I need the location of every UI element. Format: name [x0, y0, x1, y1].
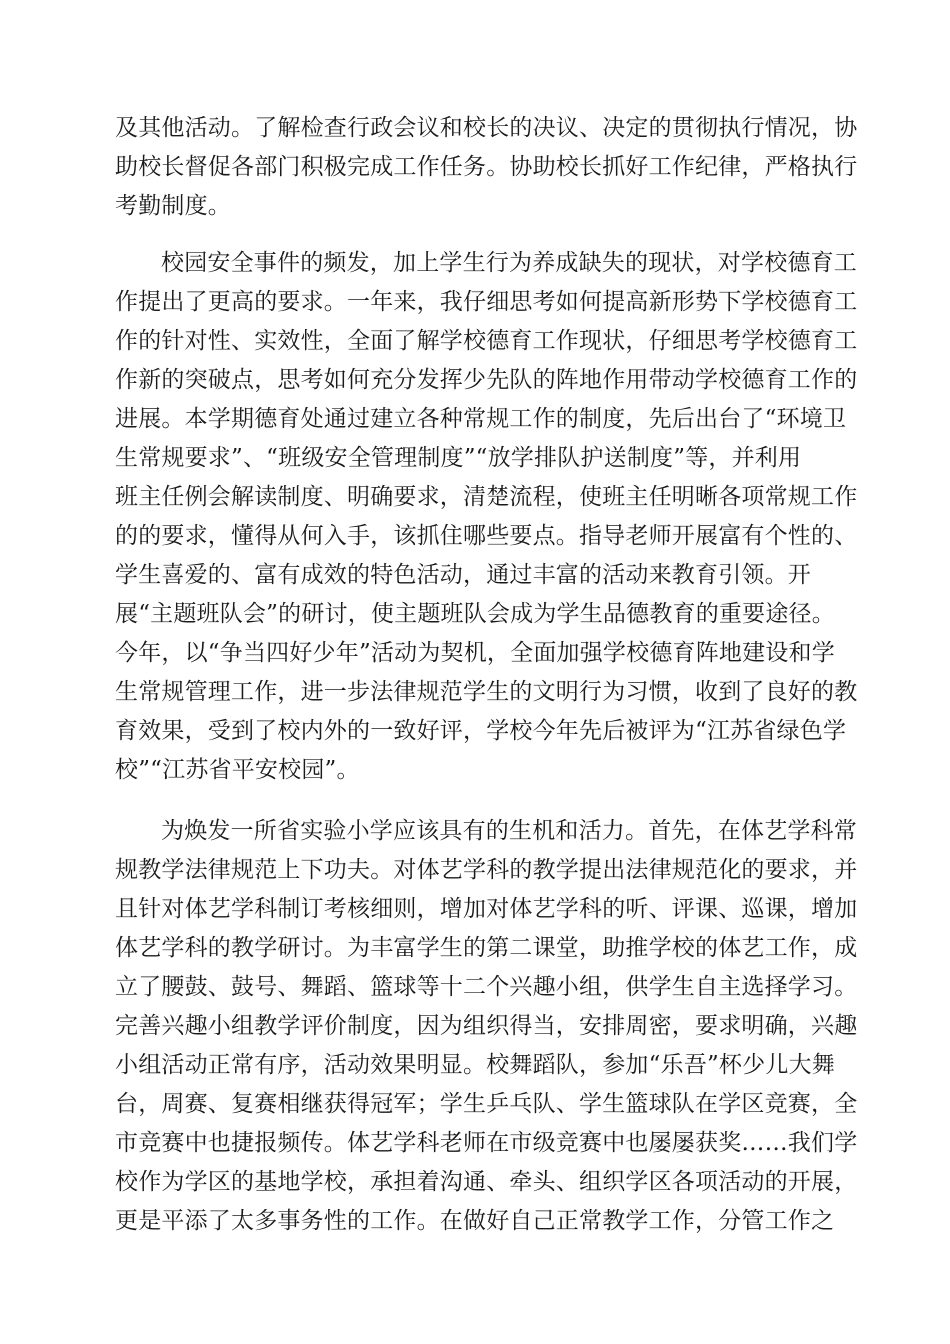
paragraph-line: 校作为学区的基地学校，承担着沟通、牵头、组织学区各项活动的开展，	[115, 1169, 858, 1195]
paragraph-line: 体艺学科的教学研讨。为丰富学生的第二课堂，助推学校的体艺工作，成	[115, 935, 858, 961]
paragraph-3	[115, 812, 858, 1241]
paragraph-line: 且针对体艺学科制订考核细则，增加对体艺学科的听、评课、巡课，增加	[115, 896, 858, 922]
paragraph-line: 育效果，受到了校内外的一致好评，学校今年先后被评为“江苏省绿色学	[115, 718, 847, 744]
paragraph-line: 市竞赛中也捷报频传。体艺学科老师在市级竞赛中也屡屡获奖……我们学	[115, 1130, 858, 1156]
paragraph-line: 校”“江苏省平安校园”。	[115, 757, 360, 783]
paragraph-line: 助校长督促各部门积极完成工作任务。协助校长抓好工作纪律，严格执行	[115, 154, 858, 180]
paragraph-line: 生常规管理工作，进一步法律规范学生的文明行为习惯，收到了良好的教	[115, 679, 858, 705]
paragraph-line: 作的针对性、实效性，全面了解学校德育工作现状，仔细思考学校德育工	[115, 328, 858, 354]
paragraph-line: 立了腰鼓、鼓号、舞蹈、篮球等十二个兴趣小组，供学生自主选择学习。	[115, 974, 858, 1000]
paragraph-line: 校园安全事件的频发，加上学生行为养成缺失的现状，对学校德育工	[161, 250, 857, 276]
paragraph-line: 作提出了更高的要求。一年来，我仔细思考如何提高新形势下学校德育工	[115, 289, 858, 315]
paragraph-line: 生常规要求”、“班级安全管理制度”“放学排队护送制度”等，并利用	[115, 445, 802, 471]
paragraph-1	[115, 109, 858, 226]
paragraph-2	[115, 244, 858, 790]
paragraph-line: 作新的突破点，思考如何充分发挥少先队的阵地作用带动学校德育工作的	[115, 367, 858, 393]
paragraph-line: 及其他活动。了解检查行政会议和校长的决议、决定的贯彻执行情况，协	[115, 115, 858, 141]
paragraph-line: 的的要求，懂得从何入手，该抓住哪些要点。指导老师开展富有个性的、	[115, 523, 858, 549]
paragraph-line: 小组活动正常有序，活动效果明显。校舞蹈队，参加“乐吾”杯少儿大舞	[115, 1052, 835, 1078]
paragraph-line: 今年，以“争当四好少年”活动为契机，全面加强学校德育阵地建设和学	[115, 640, 835, 666]
paragraph-line: 规教学法律规范上下功夫。对体艺学科的教学提出法律规范化的要求，并	[115, 857, 858, 883]
paragraph-line: 更是平添了太多事务性的工作。在做好自己正常教学工作，分管工作之	[115, 1208, 835, 1234]
paragraph-line: 展“主题班队会”的研讨，使主题班队会成为学生品德教育的重要途径。	[115, 601, 835, 627]
paragraph-line: 班主任例会解读制度、明确要求，清楚流程，使班主任明晰各项常规工作	[115, 484, 858, 510]
paragraph-line: 为焕发一所省实验小学应该具有的生机和活力。首先，在体艺学科常	[161, 818, 857, 844]
paragraph-line: 考勤制度。	[115, 193, 231, 219]
paragraph-line: 进展。本学期德育处通过建立各种常规工作的制度，先后出台了“环境卫	[115, 406, 847, 432]
paragraph-line: 台，周赛、复赛相继获得冠军；学生乒乓队、学生篮球队在学区竞赛，全	[115, 1091, 858, 1117]
paragraph-line: 完善兴趣小组教学评价制度，因为组织得当，安排周密，要求明确，兴趣	[115, 1013, 858, 1039]
paragraph-line: 学生喜爱的、富有成效的特色活动，通过丰富的活动来教育引领。开	[115, 562, 811, 588]
